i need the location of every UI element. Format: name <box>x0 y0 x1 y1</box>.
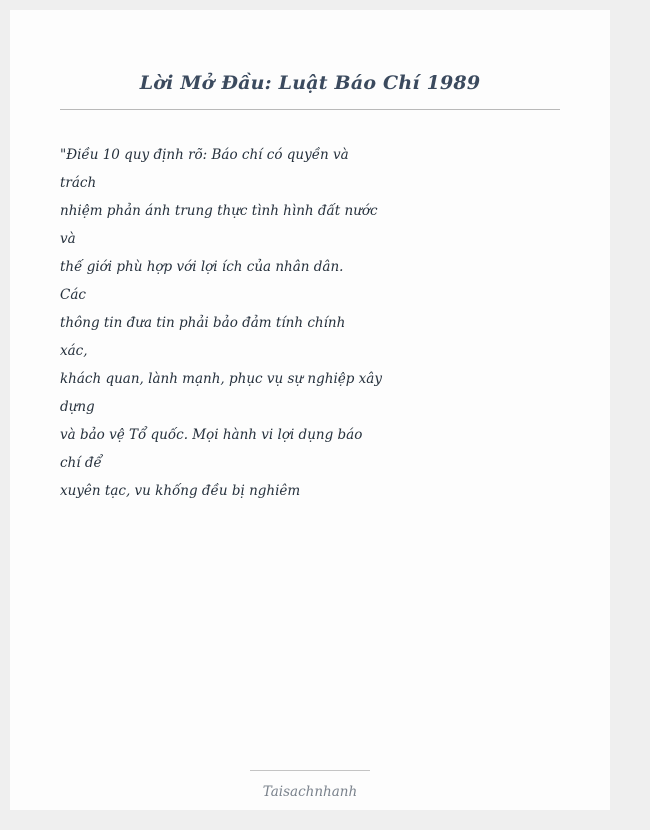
page-title: Lời Mở Đầu: Luật Báo Chí 1989 <box>139 72 481 94</box>
body-line: chí để <box>60 455 102 471</box>
body-line: khách quan, lành mạnh, phục vụ sự nghiệp xây <box>60 371 382 387</box>
footer-text: Taisachnhanh <box>262 784 358 800</box>
body-line: xác, <box>60 343 88 359</box>
body-line: dựng <box>60 399 95 415</box>
body-line: thông tin đưa tin phải bảo đảm tính chính <box>60 315 346 331</box>
body-line: và <box>60 231 76 247</box>
body-line: xuyên tạc, vu khống đều bị nghiêm <box>60 483 301 499</box>
body-line: trách <box>60 175 97 191</box>
body-line: thế giới phù hợp với lợi ích của nhân dân. <box>60 259 344 275</box>
body-text <box>60 141 382 505</box>
title-divider <box>60 109 560 110</box>
body-line: và bảo vệ Tổ quốc. Mọi hành vi lợi dụng báo <box>60 427 363 443</box>
body-line: Các <box>60 287 86 303</box>
body-line: "Điều 10 quy định rõ: Báo chí có quyền và <box>60 147 349 163</box>
footer-divider <box>250 770 370 771</box>
body-line: nhiệm phản ánh trung thực tình hình đất nước <box>60 203 378 219</box>
document-page <box>10 10 610 810</box>
